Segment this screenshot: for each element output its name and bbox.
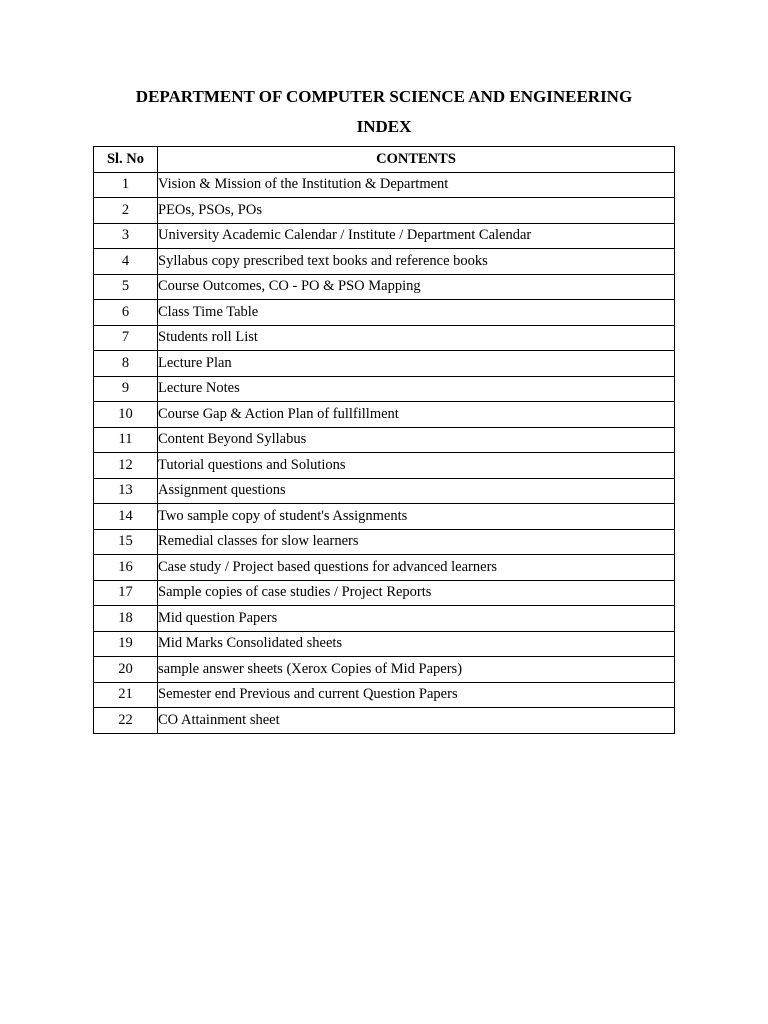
row-content: Students roll List xyxy=(158,325,675,351)
row-content: Mid Marks Consolidated sheets xyxy=(158,631,675,657)
row-serial-number: 6 xyxy=(94,300,158,326)
row-content: PEOs, PSOs, POs xyxy=(158,198,675,224)
row-serial-number: 11 xyxy=(94,427,158,453)
row-content: CO Attainment sheet xyxy=(158,708,675,734)
row-content: Assignment questions xyxy=(158,478,675,504)
row-serial-number: 21 xyxy=(94,682,158,708)
row-content: Content Beyond Syllabus xyxy=(158,427,675,453)
row-serial-number: 3 xyxy=(94,223,158,249)
row-content: Lecture Notes xyxy=(158,376,675,402)
row-content: Lecture Plan xyxy=(158,351,675,377)
table-row xyxy=(94,274,675,300)
table-row xyxy=(94,631,675,657)
row-serial-number: 5 xyxy=(94,274,158,300)
header-sl-no: Sl. No xyxy=(94,147,158,173)
row-serial-number: 10 xyxy=(94,402,158,428)
row-serial-number: 22 xyxy=(94,708,158,734)
header-contents: CONTENTS xyxy=(158,147,675,173)
table-row xyxy=(94,606,675,632)
row-serial-number: 4 xyxy=(94,249,158,275)
table-row xyxy=(94,453,675,479)
row-content: Class Time Table xyxy=(158,300,675,326)
row-serial-number: 14 xyxy=(94,504,158,530)
row-content: Syllabus copy prescribed text books and reference books xyxy=(158,249,675,275)
row-serial-number: 16 xyxy=(94,555,158,581)
row-content: Mid question Papers xyxy=(158,606,675,632)
table-header xyxy=(94,147,675,173)
table-row xyxy=(94,325,675,351)
table-row xyxy=(94,249,675,275)
row-serial-number: 9 xyxy=(94,376,158,402)
table-row xyxy=(94,682,675,708)
row-serial-number: 8 xyxy=(94,351,158,377)
table-row xyxy=(94,504,675,530)
table-row xyxy=(94,555,675,581)
table-row xyxy=(94,300,675,326)
table-row xyxy=(94,529,675,555)
table-row xyxy=(94,657,675,683)
table-row xyxy=(94,223,675,249)
row-content: Course Outcomes, CO - PO & PSO Mapping xyxy=(158,274,675,300)
row-serial-number: 20 xyxy=(94,657,158,683)
row-content: University Academic Calendar / Institute / Department Calendar xyxy=(158,223,675,249)
table-row xyxy=(94,580,675,606)
row-serial-number: 18 xyxy=(94,606,158,632)
row-content: Case study / Project based questions for advanced learners xyxy=(158,555,675,581)
row-serial-number: 7 xyxy=(94,325,158,351)
table-row xyxy=(94,708,675,734)
table-row xyxy=(94,172,675,198)
row-content: Two sample copy of student's Assignments xyxy=(158,504,675,530)
index-title: INDEX xyxy=(356,117,412,136)
table-row xyxy=(94,402,675,428)
row-content: sample answer sheets (Xerox Copies of Mid Papers) xyxy=(158,657,675,683)
table-body xyxy=(94,172,675,733)
row-serial-number: 17 xyxy=(94,580,158,606)
row-content: Course Gap & Action Plan of fullfillment xyxy=(158,402,675,428)
row-content: Remedial classes for slow learners xyxy=(158,529,675,555)
row-content: Sample copies of case studies / Project Reports xyxy=(158,580,675,606)
table-row xyxy=(94,427,675,453)
header-row xyxy=(94,147,675,173)
row-serial-number: 15 xyxy=(94,529,158,555)
table-row xyxy=(94,376,675,402)
row-serial-number: 2 xyxy=(94,198,158,224)
row-content: Vision & Mission of the Institution & Department xyxy=(158,172,675,198)
row-content: Semester end Previous and current Question Papers xyxy=(158,682,675,708)
department-title: DEPARTMENT OF COMPUTER SCIENCE AND ENGINEERING xyxy=(135,87,633,106)
row-serial-number: 19 xyxy=(94,631,158,657)
row-content: Tutorial questions and Solutions xyxy=(158,453,675,479)
row-serial-number: 13 xyxy=(94,478,158,504)
index-table xyxy=(93,146,675,734)
table-row xyxy=(94,478,675,504)
row-serial-number: 1 xyxy=(94,172,158,198)
table-row xyxy=(94,351,675,377)
table-row xyxy=(94,198,675,224)
row-serial-number: 12 xyxy=(94,453,158,479)
